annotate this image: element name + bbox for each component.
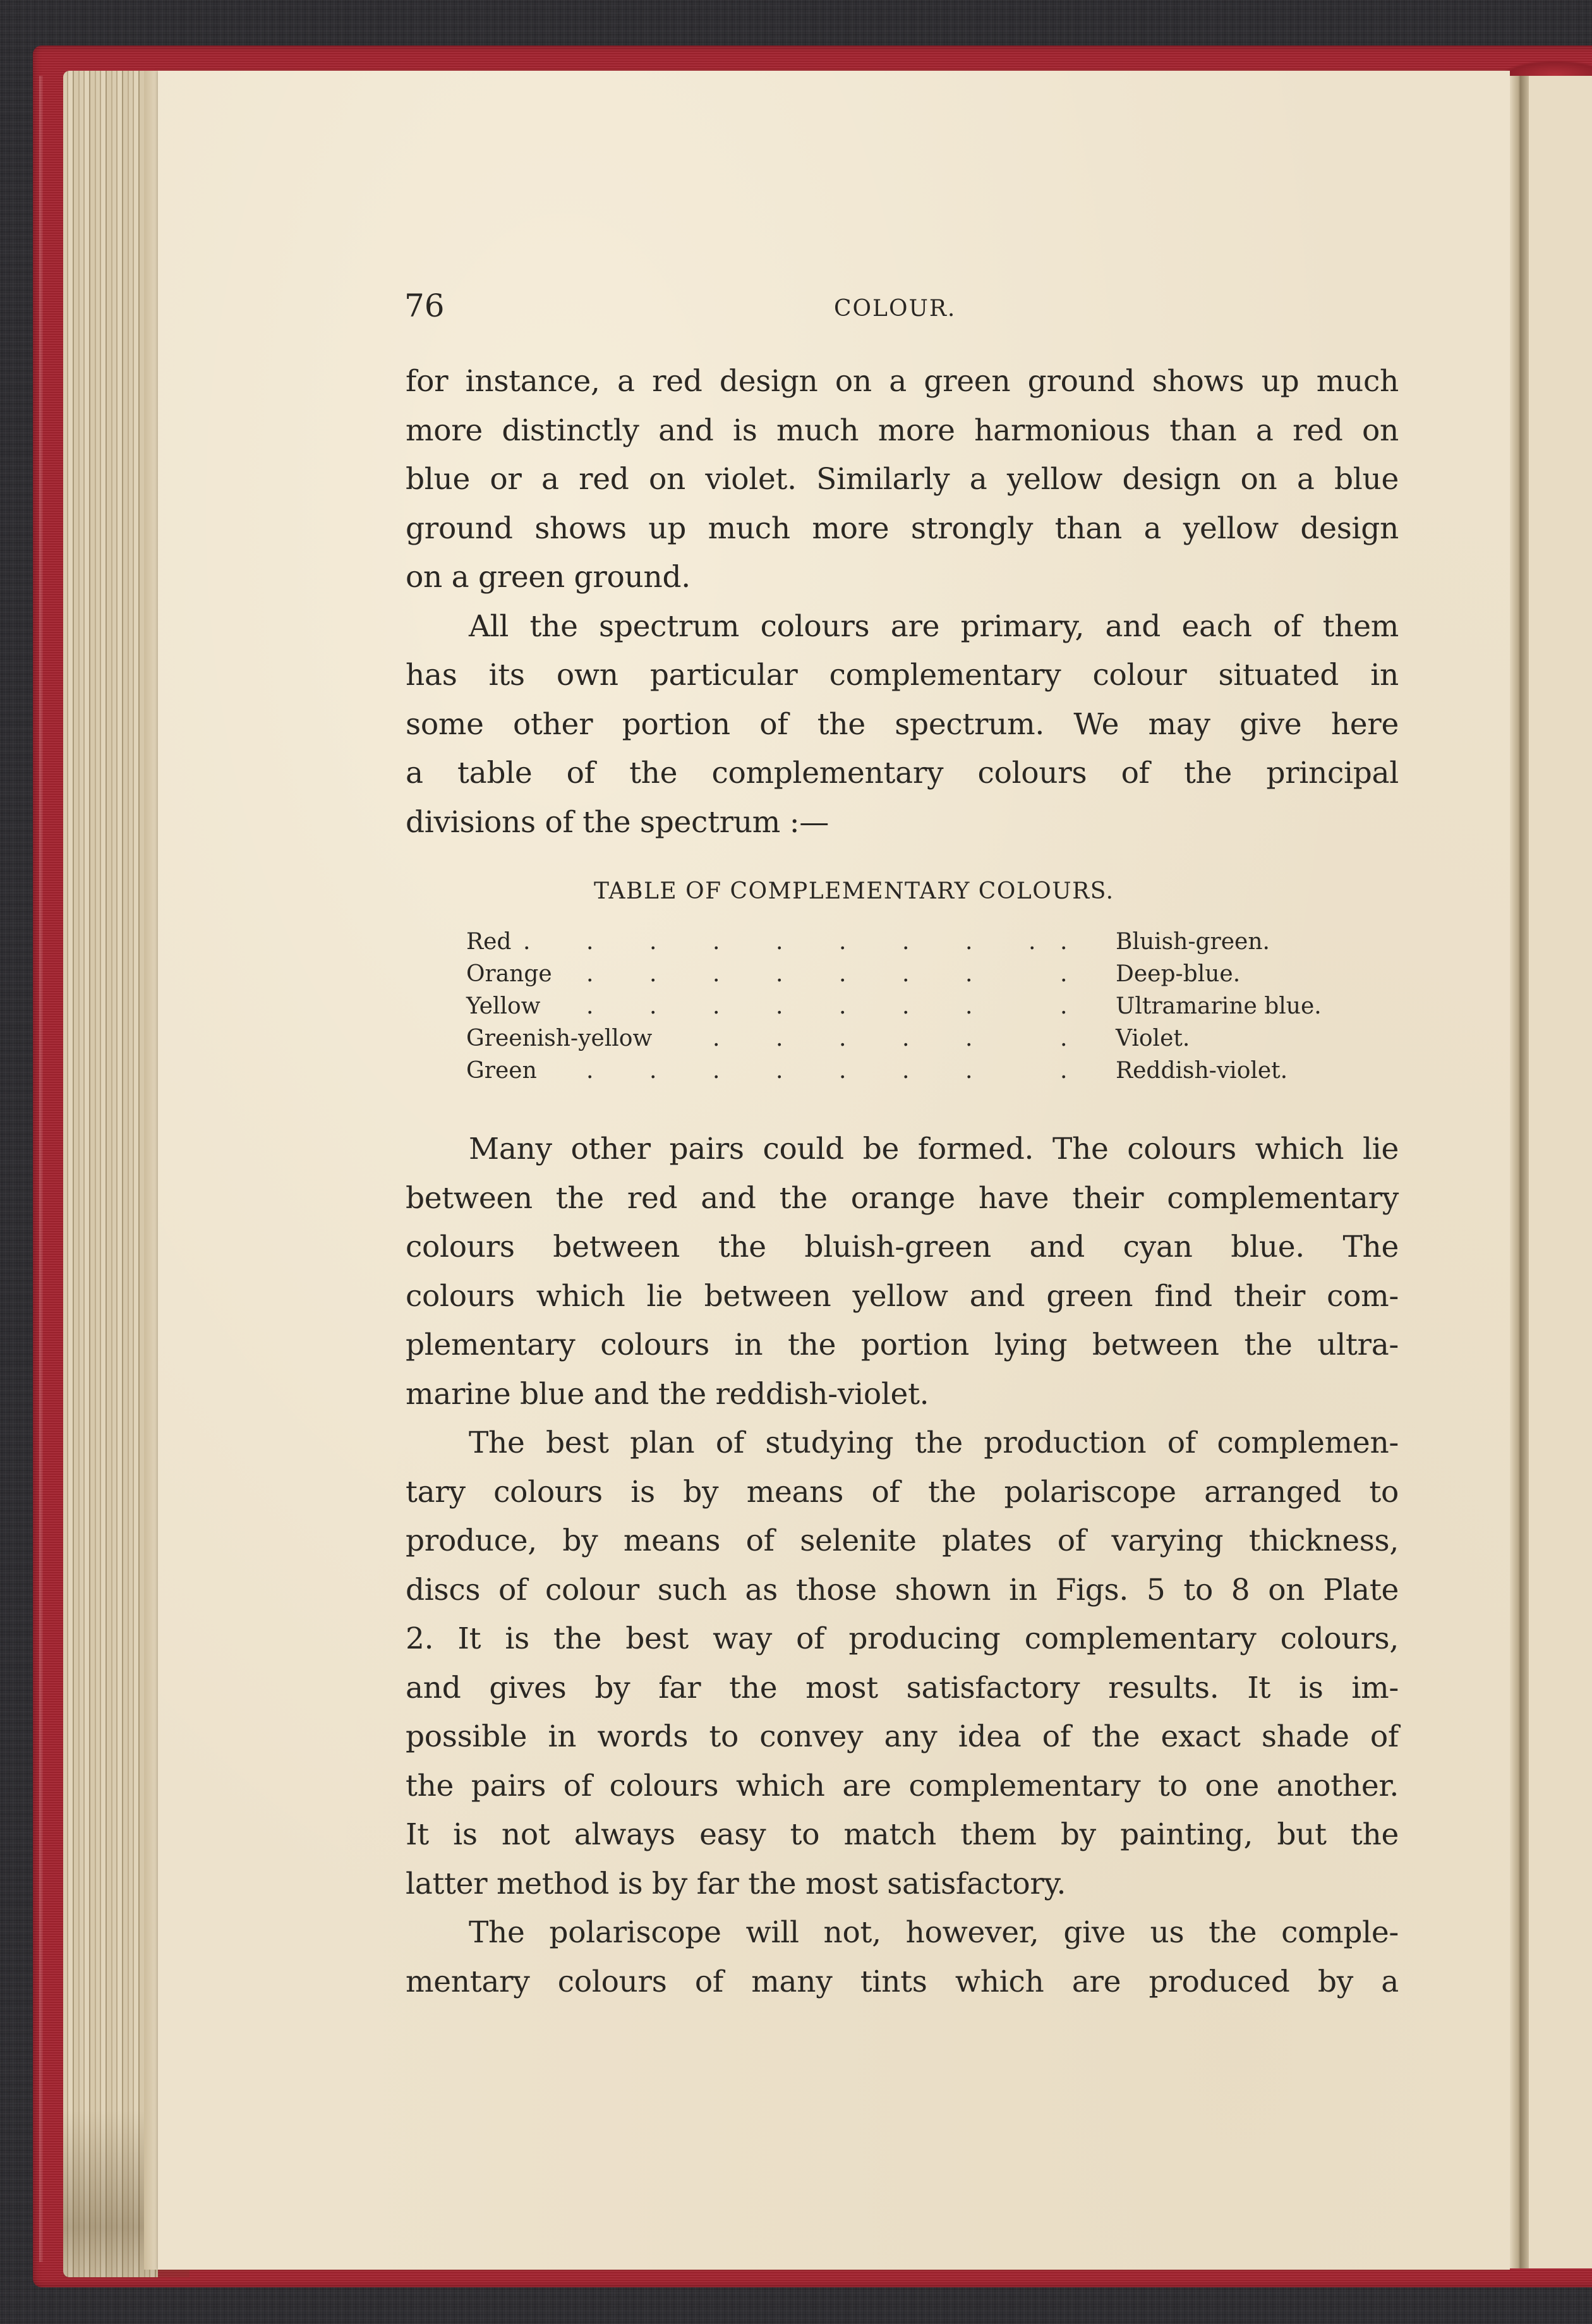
text-line: the pairs of colours which are complementary to one another. [406,1768,1399,1803]
text-line: It is not always easy to match them by painting, but the [406,1817,1399,1852]
text-line: blue or a red on violet. Similarly a yellow design on a blue [406,462,1399,497]
colour-name: Red [466,929,512,955]
text-line: mentary colours of many tints which are produced by a [406,1964,1399,1999]
text-line: on a green ground. [406,560,690,595]
running-title: COLOUR. [834,296,956,322]
text-line: produce, by means of selenite plates of varying thickness, [406,1523,1399,1558]
text-line: Many other pairs could be formed. The colours which lie [469,1132,1399,1166]
page-number: 76 [404,287,445,324]
cover-spine-highlight [39,76,43,2262]
paragraph-1 [406,357,1399,602]
text-line: The polariscope will not, however, give us the comple- [469,1915,1399,1950]
colour-name: Yellow [466,993,541,1019]
text-line: a table of the complementary colours of the principal [406,756,1399,790]
table-row: Red . . . . . . . . . . Bluish-green. [466,926,1363,958]
complement-name: Reddish-violet. [1116,1058,1288,1084]
text-line: marine blue and the reddish-violet. [406,1376,929,1412]
table-title: TABLE OF COMPLEMENTARY COLOURS. [594,878,1114,904]
text-line: for instance, a red design on a green ground shows up much [406,364,1399,399]
page-inner-edge [144,71,159,2270]
complement-name: Violet. [1116,1026,1190,1051]
text-line: colours which lie between yellow and green find their com- [406,1278,1399,1314]
table-row: Orange . . . . . . . . Deep-blue. [466,958,1363,990]
text-line: divisions of the spectrum :— [406,804,829,840]
text-line: latter method is by far the most satisfactory. [406,1866,1066,1901]
text-line: discs of colour such as those shown in Figs. 5 to 8 on Plate [406,1572,1399,1607]
complement-name: Ultramarine blue. [1116,993,1322,1019]
facing-page-sliver [1529,76,1592,2268]
text-line: colours between the bluish-green and cyan blue. The [406,1230,1399,1264]
table-row: Yellow . . . . . . . . Ultramarine blue. [466,990,1363,1022]
colour-name: Orange [466,961,552,987]
text-line: 2. It is the best way of producing complementary colours, [406,1621,1399,1656]
text-line: has its own particular complementary colour situated in [406,658,1399,693]
book-gutter [1510,76,1529,2268]
table-row: Green . . . . . . . . Reddish-violet. [466,1055,1363,1087]
text-line: possible in words to convey any idea of the exact shade of [406,1719,1399,1754]
text-line: tary colours is by means of the polariscope arranged to [406,1474,1399,1510]
complement-name: Bluish-green. [1116,929,1270,955]
colour-name: Green [466,1058,537,1084]
text-line: and gives by far the most satisfactory results. It is im- [406,1670,1399,1705]
text-line: The best plan of studying the production of complemen- [469,1425,1399,1460]
text-line: ground shows up much more strongly than a yellow design [406,511,1399,546]
complement-name: Deep-blue. [1116,961,1241,987]
complementary-colours-table [466,926,1363,1087]
text-line: between the red and the orange have their complementary [406,1180,1399,1216]
colour-name: Greenish-yellow [466,1026,653,1051]
table-row: Greenish-yellow . . . . . . Violet. [466,1022,1363,1055]
paragraph-4 [406,1419,1399,1908]
body-text-top [406,357,1399,847]
paragraph-3 [406,1125,1399,1419]
text-line: All the spectrum colours are primary, and each of them [469,608,1399,644]
paragraph-5 [406,1908,1399,2006]
text-line: plementary colours in the portion lying between the ultra- [406,1328,1399,1362]
body-text-bottom [406,1125,1399,2006]
text-line: some other portion of the spectrum. We may give here [406,706,1399,742]
paragraph-2 [406,602,1399,847]
text-line: more distinctly and is much more harmonious than a red on [406,413,1399,448]
